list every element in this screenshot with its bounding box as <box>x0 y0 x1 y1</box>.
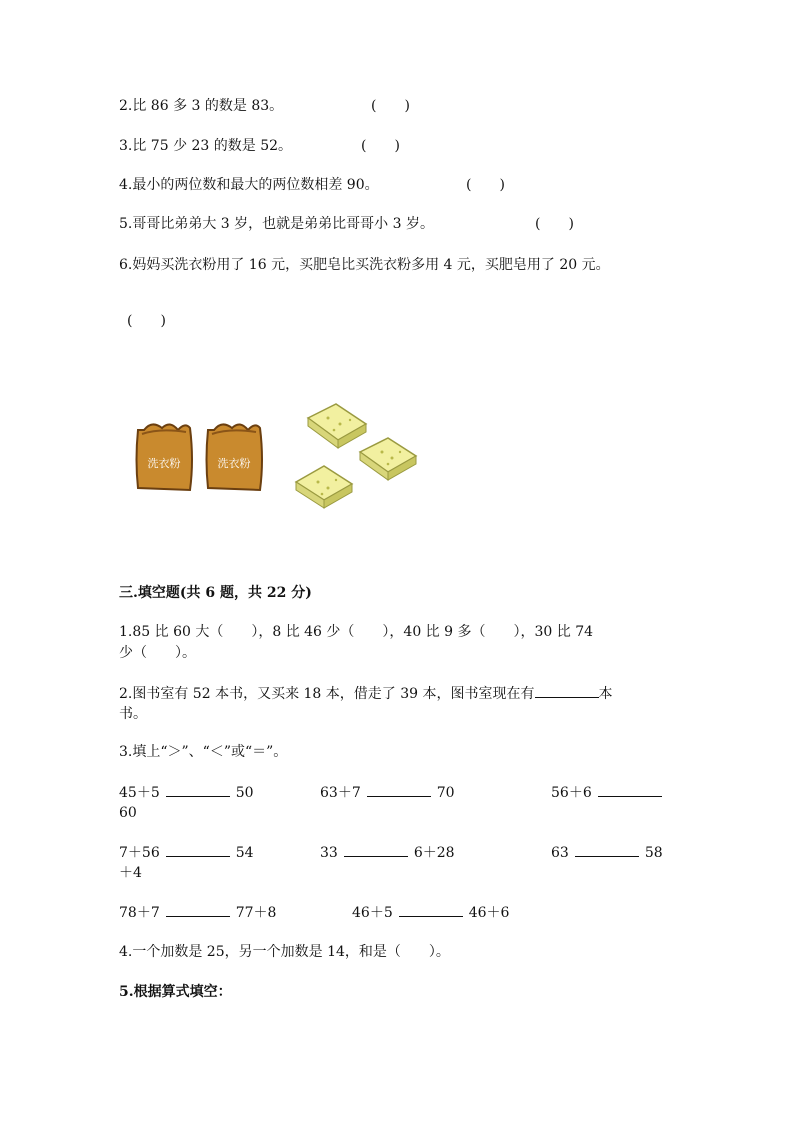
judge-q2: 2.比 86 多 3 的数是 83。 <box>119 98 284 114</box>
bag-label-2: 洗衣粉 <box>217 457 251 470</box>
fill-q3-title: 3.填上“＞”、“＜”或“＝”。 <box>119 744 288 760</box>
judge-q2-answer[interactable]: ( ) <box>371 98 410 114</box>
compare-blank[interactable] <box>367 782 431 797</box>
judge-q6: 6.妈妈买洗衣粉用了 16 元，买肥皂比买洗衣粉多用 4 元，买肥皂用了 20 元。 <box>119 257 610 273</box>
fill-q4: 4.一个加数是 25，另一个加数是 14，和是（ ）。 <box>119 944 450 960</box>
section-3-title: 三.填空题(共 6 题，共 22 分) <box>119 585 312 601</box>
judge-q4-answer[interactable]: ( ) <box>466 177 505 193</box>
compare-r3a: 78＋7 77＋8 <box>119 902 276 923</box>
fill-q2-line1: 2.图书室有 52 本书，又买来 18 本，借走了 39 本，图书室现在有 本 <box>119 683 613 704</box>
fill-q2-blank[interactable] <box>535 683 599 698</box>
compare-r3b: 46＋5 46＋6 <box>352 902 509 923</box>
fill-q1-line1: 1.85 比 60 大（ ），8 比 46 少（ ），40 比 9 多（ ），30 比 74 <box>119 624 594 640</box>
compare-blank[interactable] <box>166 902 230 917</box>
fill-q5: 5.根据算式填空： <box>119 984 232 1000</box>
compare-blank[interactable] <box>575 842 639 857</box>
compare-blank[interactable] <box>166 842 230 857</box>
compare-r1c: 56＋6 <box>551 782 668 803</box>
soap-1 <box>308 404 366 448</box>
detergent-soap-illustration <box>130 400 430 525</box>
compare-r2c: 63 58 <box>551 842 663 863</box>
compare-r2c-right: ＋4 <box>119 865 142 881</box>
compare-r2b: 33 6＋28 <box>320 842 455 863</box>
fill-q1-line2: 少（ ）。 <box>119 645 196 661</box>
soap-3 <box>296 466 352 508</box>
compare-r1c-right: 60 <box>119 805 137 821</box>
judge-q3-answer[interactable]: ( ) <box>361 138 400 154</box>
detergent-bag-2 <box>207 424 263 490</box>
judge-q4: 4.最小的两位数和最大的两位数相差 90。 <box>119 177 379 193</box>
compare-r1a: 45＋5 50 <box>119 782 254 803</box>
compare-r1b: 63＋7 70 <box>320 782 455 803</box>
bag-label-1: 洗衣粉 <box>147 457 181 470</box>
compare-blank[interactable] <box>344 842 408 857</box>
compare-blank[interactable] <box>598 782 662 797</box>
judge-q5-answer[interactable]: ( ) <box>535 216 574 232</box>
fill-q2-line2: 书。 <box>119 706 147 722</box>
soap-2 <box>360 438 416 480</box>
detergent-bag-1 <box>137 424 193 490</box>
judge-q5: 5.哥哥比弟弟大 3 岁，也就是弟弟比哥哥小 3 岁。 <box>119 216 434 232</box>
judge-q6-answer[interactable]: ( ) <box>127 313 166 329</box>
compare-blank[interactable] <box>166 782 230 797</box>
compare-r2a: 7＋56 54 <box>119 842 254 863</box>
compare-blank[interactable] <box>399 902 463 917</box>
judge-q3: 3.比 75 少 23 的数是 52。 <box>119 138 293 154</box>
